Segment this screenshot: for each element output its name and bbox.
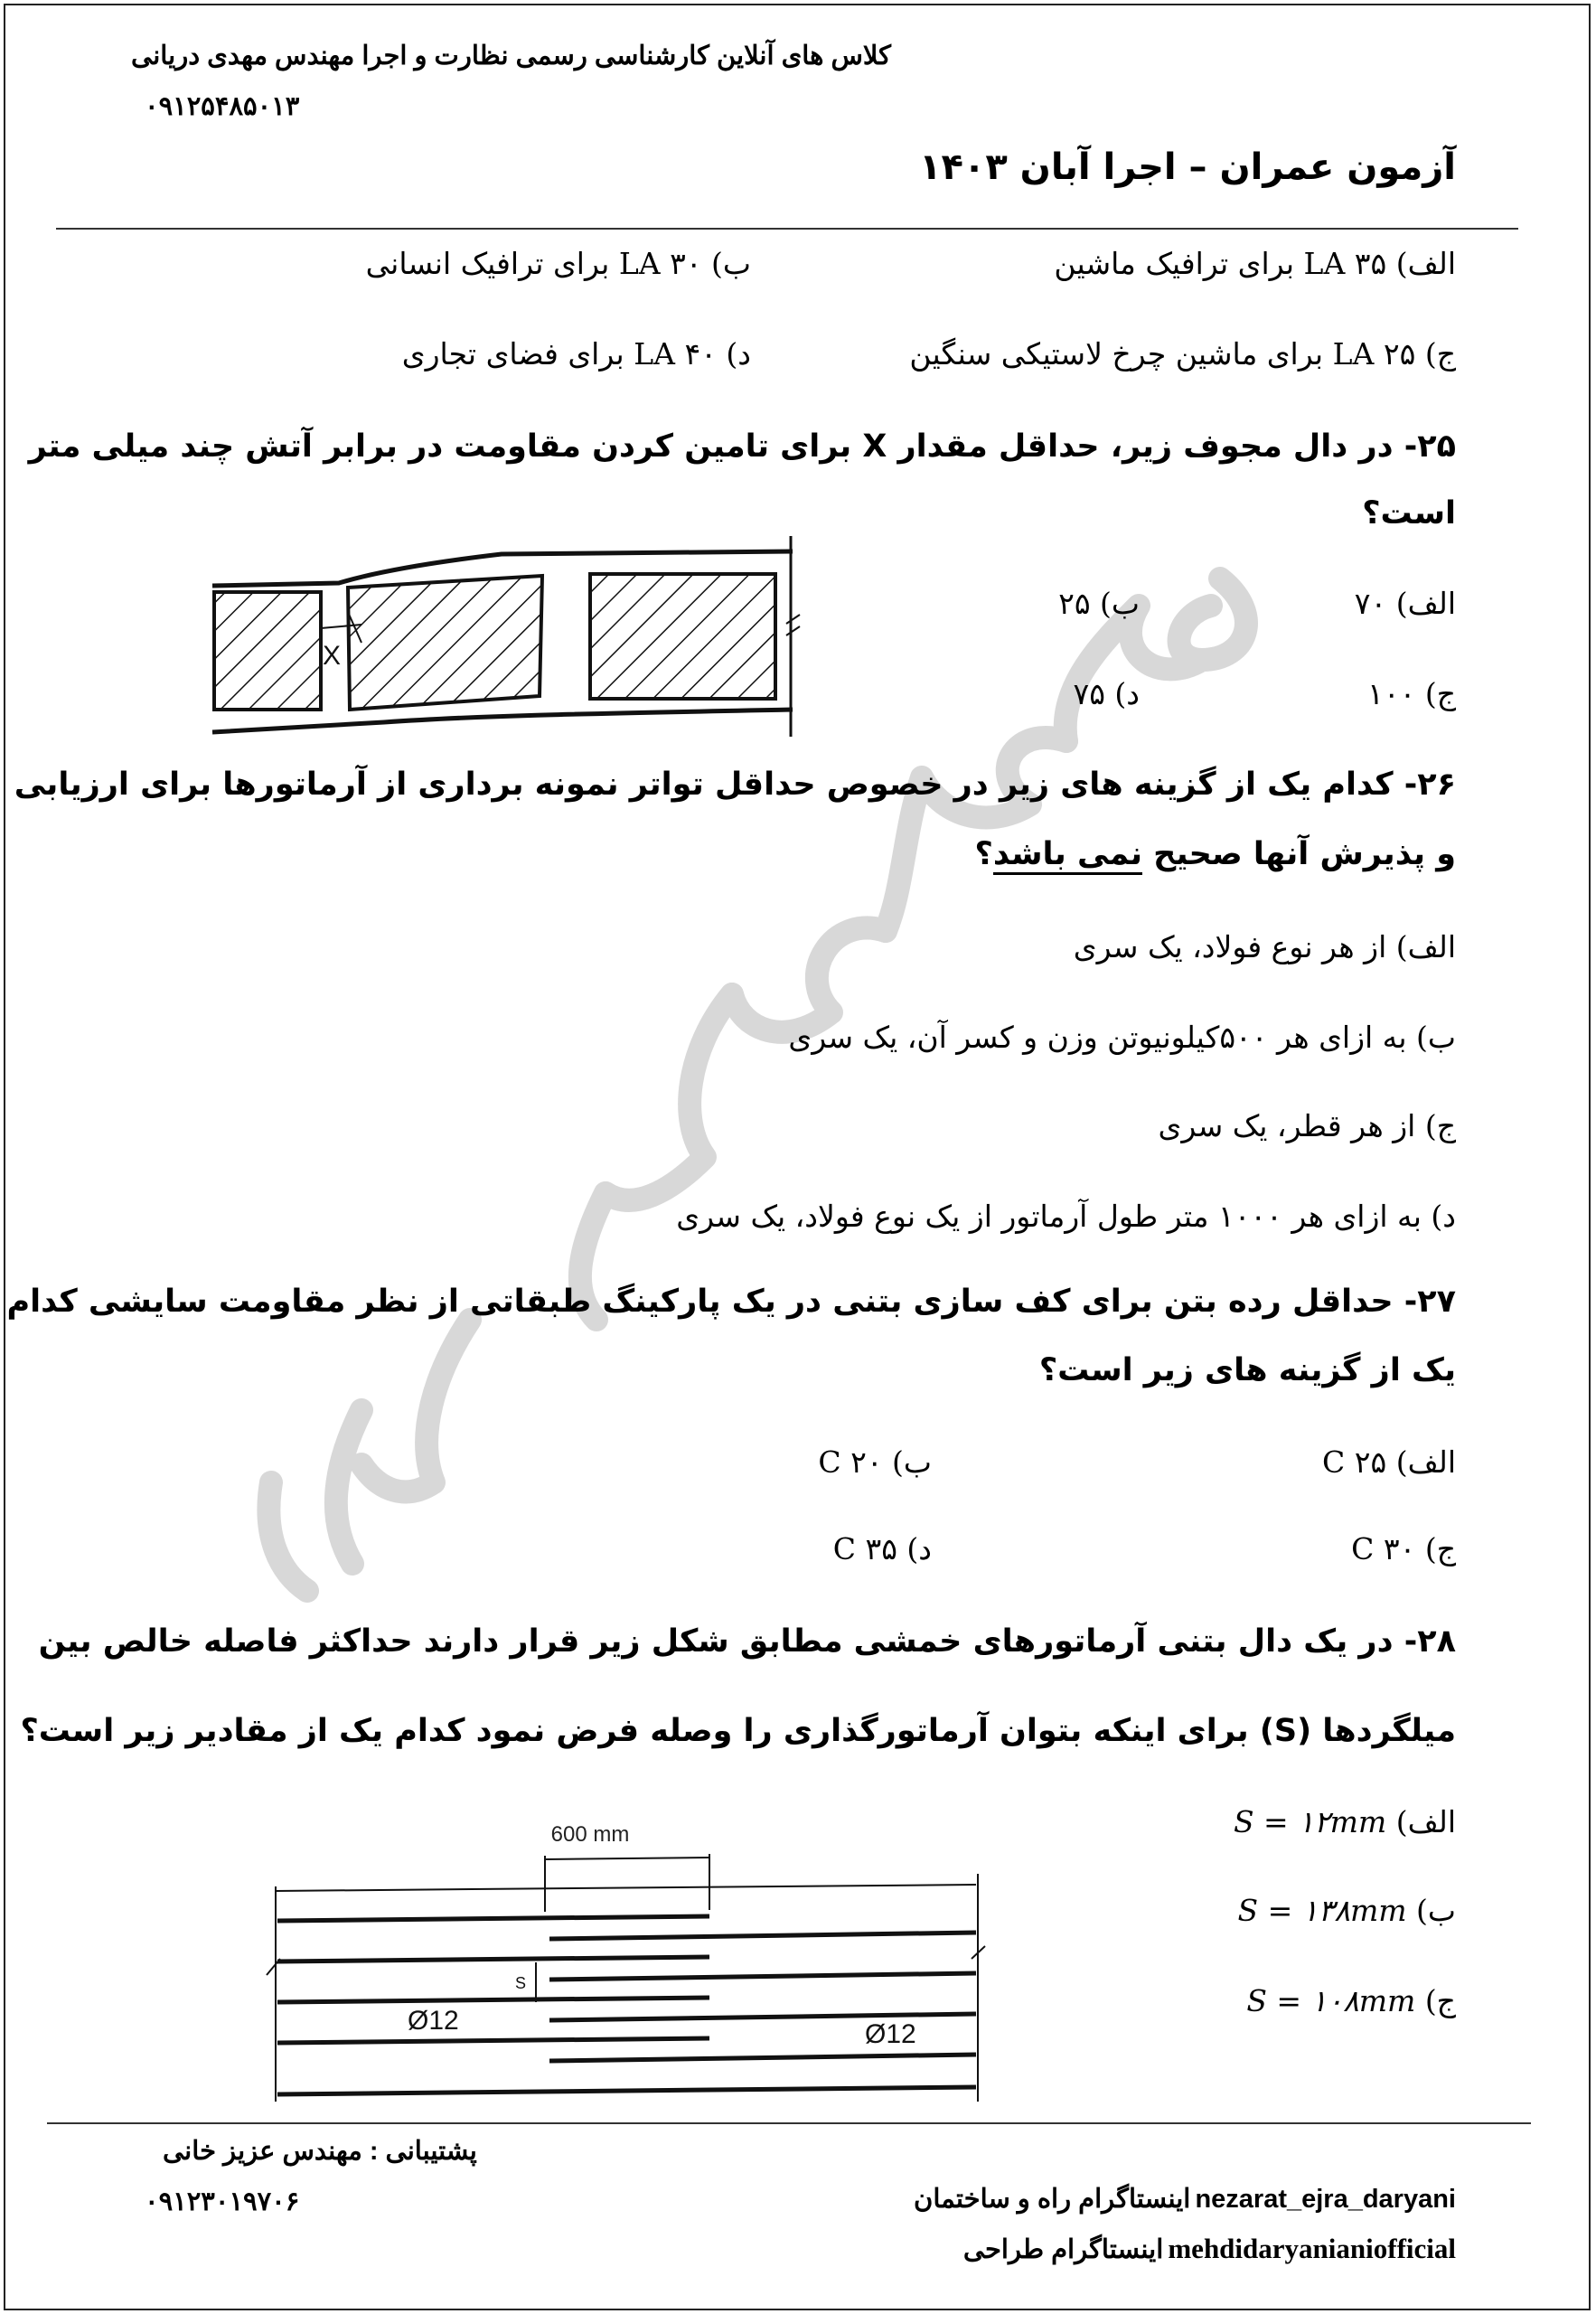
footer-divider	[47, 2122, 1531, 2124]
slab-top-line	[276, 1885, 976, 1891]
slab-bottom-edge	[212, 710, 793, 732]
spacing-label-s: S	[515, 1974, 527, 1992]
q27-text-line1: ۲۷- حداقل رده بتن برای کف سازی بتنی در یک پارکینگ طبقاتی از نظر مقاومت سایشی کدام	[6, 1284, 1456, 1320]
q28-option-a-prefix: الف)	[1395, 1804, 1456, 1839]
q25-option-c[interactable]: ج) ۱۰۰	[1367, 676, 1456, 711]
q27-text-line2: یک از گزینه های زیر است؟	[1038, 1352, 1456, 1388]
q26-option-c[interactable]: ج) از هر قطر، یک سری	[1158, 1108, 1456, 1143]
q26-option-d[interactable]: د) به ازای هر ۱۰۰۰ متر طول آرماتور از یک نوع فولاد، یک سری	[676, 1199, 1456, 1234]
dimension-label-600mm: 600 mm	[550, 1822, 630, 1847]
q26-text-line1: ۲۶- کدام یک از گزینه های زیر در خصوص حداقل تواتر نمونه برداری از آرماتورها برای ارزیابی	[14, 767, 1456, 803]
header-divider	[56, 228, 1518, 230]
footer-instagram-2[interactable]	[963, 2233, 1456, 2265]
q24-option-d[interactable]: د) ۴۰ LA برای فضای تجاری	[401, 336, 751, 372]
q24-option-b[interactable]: ب) ۳۰ LA برای ترافیک انسانی	[365, 246, 751, 281]
q27-option-c[interactable]: ج) C ۳۰	[1351, 1531, 1456, 1566]
q28-option-a-value: S = ۱۲mm	[1233, 1804, 1387, 1839]
q28-text-line1: ۲۸- در یک دال بتنی آرماتورهای خمشی مطابق شکل زیر قرار دارند حداکثر فاصله خالص بین	[38, 1623, 1456, 1660]
q25-text-line1: ۲۵- در دال مجوف زیر، حداقل مقدار X برای تامین کردن مقاومت در برابر آتش چند میلی متر	[28, 428, 1456, 465]
header-phone: ۰۹۱۲۵۴۸۵۰۱۳	[145, 92, 300, 121]
void-2	[348, 576, 542, 710]
dimension-line-600	[545, 1858, 709, 1859]
exam-title: آزمون عمران – اجرا آبان ۱۴۰۳	[919, 146, 1456, 188]
q27-option-d[interactable]: د) C ۳۵	[832, 1531, 932, 1566]
q24-option-c[interactable]: ج) ۲۵ LA برای ماشین چرخ لاستیکی سنگین	[909, 336, 1456, 372]
q28-option-b-prefix: ب)	[1416, 1893, 1456, 1928]
footer-support-phone: ۰۹۱۲۳۰۱۹۷۰۶	[145, 2187, 300, 2216]
instagram-2-handle[interactable]: mehdidaryanianiofficial	[1168, 2233, 1456, 2264]
q28-option-b-value: S = ۱۳۸mm	[1237, 1893, 1407, 1928]
q26-line2-pre: و پذیرش آنها صحیح	[1141, 836, 1456, 872]
q28-option-c-value: S = ۱۰۸mm	[1246, 1983, 1416, 2018]
q25-option-b[interactable]: ب) ۲۵	[1058, 586, 1140, 621]
footer-instagram-1[interactable]	[914, 2183, 1456, 2215]
q28-option-b[interactable]	[1238, 1893, 1456, 1928]
q26-emphasis-not: نمی باشد	[993, 836, 1142, 875]
instagram-2-label: اینستاگرام طراحی	[962, 2235, 1164, 2264]
q28-option-c[interactable]	[1246, 1983, 1456, 2018]
void-3	[590, 574, 775, 699]
instagram-1-handle[interactable]: nezarat_ejra_daryani	[1195, 2185, 1456, 2214]
bar-label-right: Ø12	[865, 2019, 916, 2049]
q26-line2-post: ؟	[974, 836, 993, 872]
q27-option-b[interactable]: ب) C ۲۰	[818, 1444, 932, 1480]
q24-option-a[interactable]: الف) ۳۵ LA برای ترافیک ماشین	[1054, 246, 1456, 281]
void-1	[214, 592, 321, 710]
q25-text-line2: است؟	[1362, 495, 1456, 531]
q26-option-b[interactable]: ب) به ازای هر ۵۰۰کیلونیوتن وزن و کسر آن، یک سری	[788, 1020, 1456, 1055]
q28-option-a[interactable]	[1234, 1804, 1456, 1839]
bar-label-left: Ø12	[408, 2006, 459, 2036]
q27-option-a[interactable]: الف) C ۲۵	[1322, 1444, 1456, 1480]
hollow-slab-figure	[203, 529, 818, 746]
figure-label-x: X	[323, 641, 342, 671]
q25-option-a[interactable]: الف) ۷۰	[1354, 586, 1456, 621]
q28-option-c-prefix: ج)	[1424, 1983, 1456, 2018]
q28-text-line2: میلگردها (S) برای اینکه بتوان آرماتورگذاری را وصله فرض نمود کدام یک از مقادیر زیر است؟	[20, 1713, 1456, 1749]
q26-option-a[interactable]: الف) از هر نوع فولاد، یک سری	[1073, 929, 1456, 964]
q25-option-d[interactable]: د) ۷۵	[1073, 676, 1140, 711]
rebar-splice-figure	[258, 1803, 999, 2102]
instagram-1-label: اینستاگرام راه و ساختمان	[914, 2185, 1191, 2214]
header-classes-line: کلاس های آنلاین کارشناسی رسمی نظارت و اجرا مهندس مهدی دریانی	[131, 42, 891, 71]
q26-text-line2	[975, 836, 1456, 872]
footer-support: پشتیبانی : مهندس عزیز خانی	[163, 2137, 477, 2166]
